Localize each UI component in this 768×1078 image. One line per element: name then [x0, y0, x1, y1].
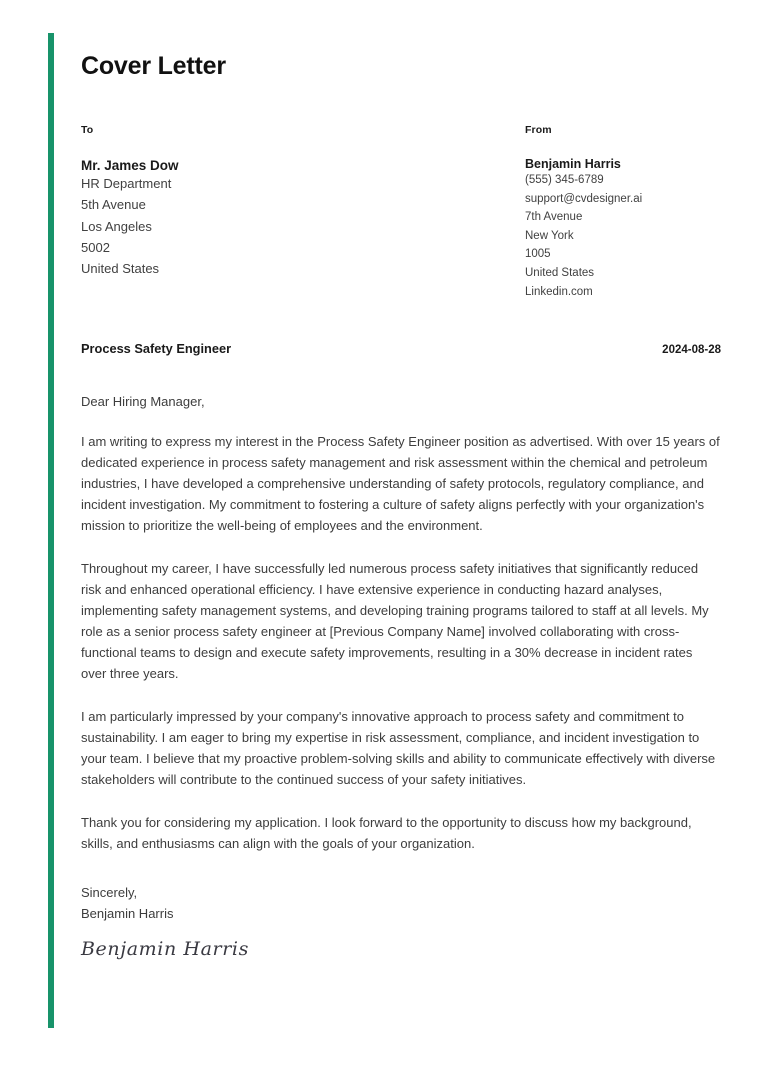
accent-bar	[48, 33, 54, 1028]
subject-line: Process Safety Engineer	[81, 341, 232, 357]
recipient-line: HR Department	[81, 176, 172, 191]
signature: Benjamin Harris	[81, 938, 249, 961]
sender-email: support@cvdesigner.ai	[525, 192, 643, 205]
page-title: Cover Letter	[81, 52, 226, 80]
salutation: Dear Hiring Manager,	[81, 394, 205, 410]
closing-salutation: Sincerely,	[81, 885, 138, 901]
recipient-line: Los Angeles	[81, 218, 152, 234]
closing-name: Benjamin Harris	[81, 906, 174, 922]
letter-content	[81, 0, 721, 960]
sender-line: 1005	[525, 248, 551, 261]
recipient-line: 5th Avenue	[81, 197, 146, 213]
recipient-line: 5002	[81, 239, 110, 255]
recipient-label: To	[81, 124, 94, 136]
closing-block	[81, 882, 721, 924]
sender-block	[525, 124, 721, 301]
sender-website: Linkedin.com	[525, 285, 593, 298]
body-paragraph: Throughout my career, I have successfully led numerous process safety initiatives that significantly reduced risk and enhanced operational efficiency. I have extensive experience in conducting hazard analyses, implementing safety management systems, and developing training programs tailored to staff at all levels. My role as a senior process safety engineer at [Previous Company Name] involved collaborating with cross-functional teams to design and execute safety improvements, resulting in a 30% decrease in incident rates over three years.	[81, 561, 709, 682]
recipient-block	[81, 124, 525, 301]
address-row	[81, 124, 721, 301]
sender-line: New York	[525, 229, 574, 242]
body-paragraph: I am writing to express my interest in the Process Safety Engineer position as advertised. With over 15 years of dedicated experience in process safety management and risk assessment within the chemical and petroleum industries, I have developed a comprehensive understanding of safety protocols, regulatory compliance, and incident investigation. My commitment to fostering a culture of safety aligns perfectly with your organization's mission to prioritize the well-being of employees and the environment.	[81, 434, 720, 534]
sender-line: 7th Avenue	[525, 211, 583, 224]
recipient-name: Mr. James Dow	[81, 158, 179, 173]
body-paragraph: Thank you for considering my application. I look forward to the opportunity to discuss how my background, skills, and enthusiasms can align with the goals of your organization.	[81, 815, 692, 852]
body-paragraph: I am particularly impressed by your company's innovative approach to process safety and commitment to sustainability. I am eager to bring my expertise in risk assessment, compliance, and incident investigation to your team. I believe that my proactive problem-solving skills and ability to communicate effectively with diverse stakeholders will contribute to the continued success of your safety initiatives.	[81, 709, 716, 788]
recipient-line: United States	[81, 261, 160, 277]
sender-line: United States	[525, 266, 595, 279]
sender-phone: (555) 345-6789	[525, 174, 604, 186]
subject-row	[81, 341, 721, 356]
sender-label: From	[525, 124, 552, 136]
letter-date: 2024-08-28	[662, 344, 721, 357]
sender-name: Benjamin Harris	[525, 157, 621, 171]
